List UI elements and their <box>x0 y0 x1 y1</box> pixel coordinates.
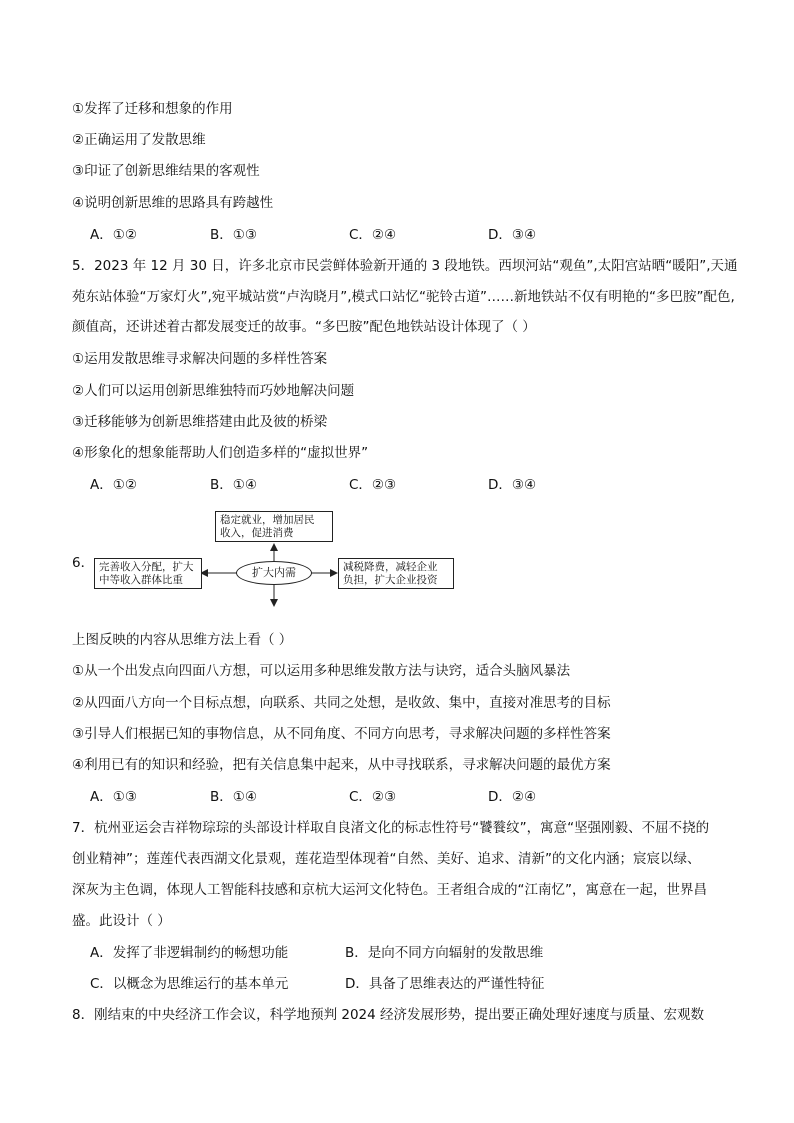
diagram-center-ellipse: 扩大内需 <box>236 561 312 585</box>
q5-stem-line-1: 5．2023 年 12 月 30 日，许多北京市民尝鲜体验新开通的 3 段地铁。西坝河站“观鱼”,太阳宫站晒“暖阳”,天通 <box>72 258 738 274</box>
q5-option-d[interactable]: D．③④ <box>488 477 537 493</box>
q8-stem-line-1: 8．刚结束的中央经济工作会议，科学地预判 2024 经济发展形势，提出要正确处理好速度与质量、宏观数 <box>72 1007 705 1023</box>
q6-options <box>90 788 650 806</box>
q7-stem-line-4: 盛。此设计（ ） <box>72 913 171 929</box>
q4-option-b[interactable]: B．①③ <box>210 227 257 243</box>
q7-option-d[interactable]: D．具备了思维表达的严谨性特征 <box>345 976 545 992</box>
q7-option-a[interactable]: A．发挥了非逻辑制约的畅想功能 <box>90 945 289 961</box>
diagram-right-line-2: 负担，扩大企业投资 <box>343 574 438 586</box>
q5-item-4: ④形象化的想象能帮助人们创造多样的“虚拟世界” <box>72 445 369 461</box>
diagram-left-line-1: 完善收入分配，扩大 <box>99 561 194 573</box>
q4-option-a[interactable]: A．①② <box>90 227 137 243</box>
diagram-left-box <box>94 558 202 589</box>
q5-option-b[interactable]: B．①④ <box>210 477 257 493</box>
diagram-right-box <box>338 558 454 589</box>
q4-option-d[interactable]: D．③④ <box>488 227 537 243</box>
q6-option-b[interactable]: B．①④ <box>210 789 257 805</box>
q5-item-3: ③迁移能够为创新思维搭建由此及彼的桥梁 <box>72 414 328 430</box>
q4-option-c[interactable]: C．②④ <box>349 227 397 243</box>
q5-option-a[interactable]: A．①② <box>90 477 137 493</box>
q5-item-2: ②人们可以运用创新思维独特而巧妙地解决问题 <box>72 383 355 399</box>
q6-item-2: ②从四面八方向一个目标点想，向联系、共同之处想，是收敛、集中，直接对准思考的目标 <box>72 695 611 711</box>
q6-option-c[interactable]: C．②③ <box>349 789 397 805</box>
q7-option-c[interactable]: C．以概念为思维运行的基本单元 <box>90 976 289 992</box>
q5-item-1: ①运用发散思维寻求解决问题的多样性答案 <box>72 351 328 367</box>
diagram-top-line-1: 稳定就业，增加居民 <box>220 514 315 526</box>
q6-item-1: ①从一个出发点向四面八方想，可以运用多种思维发散方法与诀窍，适合头脑风暴法 <box>72 663 571 679</box>
q6-number: 6． <box>72 555 95 571</box>
q7-option-b[interactable]: B．是向不同方向辐射的发散思维 <box>345 945 544 961</box>
q6-option-d[interactable]: D．②④ <box>488 789 537 805</box>
diagram-top-box <box>215 511 333 542</box>
q4-item-4: ④说明创新思维的思路具有跨越性 <box>72 195 274 211</box>
q4-item-2: ②正确运用了发散思维 <box>72 132 206 148</box>
q6-item-3: ③引导人们根据已知的事物信息，从不同角度、不同方向思考，寻求解决问题的多样性答案 <box>72 726 611 742</box>
q7-stem-line-3: 深灰为主色调，体现人工智能科技感和京杭大运河文化特色。王者组合成的“江南忆”，寓意在一起，世界昌 <box>72 882 707 898</box>
q6-stem: 上图反映的内容从思维方法上看（ ） <box>72 632 293 648</box>
q6-option-a[interactable]: A．①③ <box>90 789 137 805</box>
diagram-left-line-2: 中等收入群体比重 <box>99 574 183 586</box>
q5-stem-line-3: 颜值高，还讲述着古都发展变迁的故事。“多巴胺”配色地铁站设计体现了（ ） <box>72 319 536 335</box>
diagram-right-line-1: 减税降费，减轻企业 <box>343 561 438 573</box>
q7-stem-line-2: 创业精神”；莲莲代表西湖文化景观，莲花造型体现着“自然、美好、追求、清新”的文化内涵；宸宸以绿、 <box>72 851 701 867</box>
diagram-top-line-2: 收入，促进消费 <box>220 527 294 539</box>
q6-item-4: ④利用已有的知识和经验，把有关信息集中起来，从中寻找联系，寻求解决问题的最优方案 <box>72 757 611 773</box>
q7-options-row-1 <box>90 944 650 962</box>
q5-option-c[interactable]: C．②③ <box>349 477 397 493</box>
q4-item-1: ①发挥了迁移和想象的作用 <box>72 101 233 117</box>
q7-options-row-2 <box>90 975 650 993</box>
q4-item-3: ③印证了创新思维结果的客观性 <box>72 163 260 179</box>
q5-stem-line-2: 苑东站体验“万家灯火”,宛平城站赏“卢沟晓月”,模式口站忆“驼铃古道”……新地铁站不仅有明艳的“多巴胺”配色, <box>72 289 735 305</box>
q7-stem-line-1: 7．杭州亚运会吉祥物琮琮的头部设计样取自良渚文化的标志性符号“饕餮纹”，寓意“坚强刚毅、不屈不挠的 <box>72 820 710 836</box>
